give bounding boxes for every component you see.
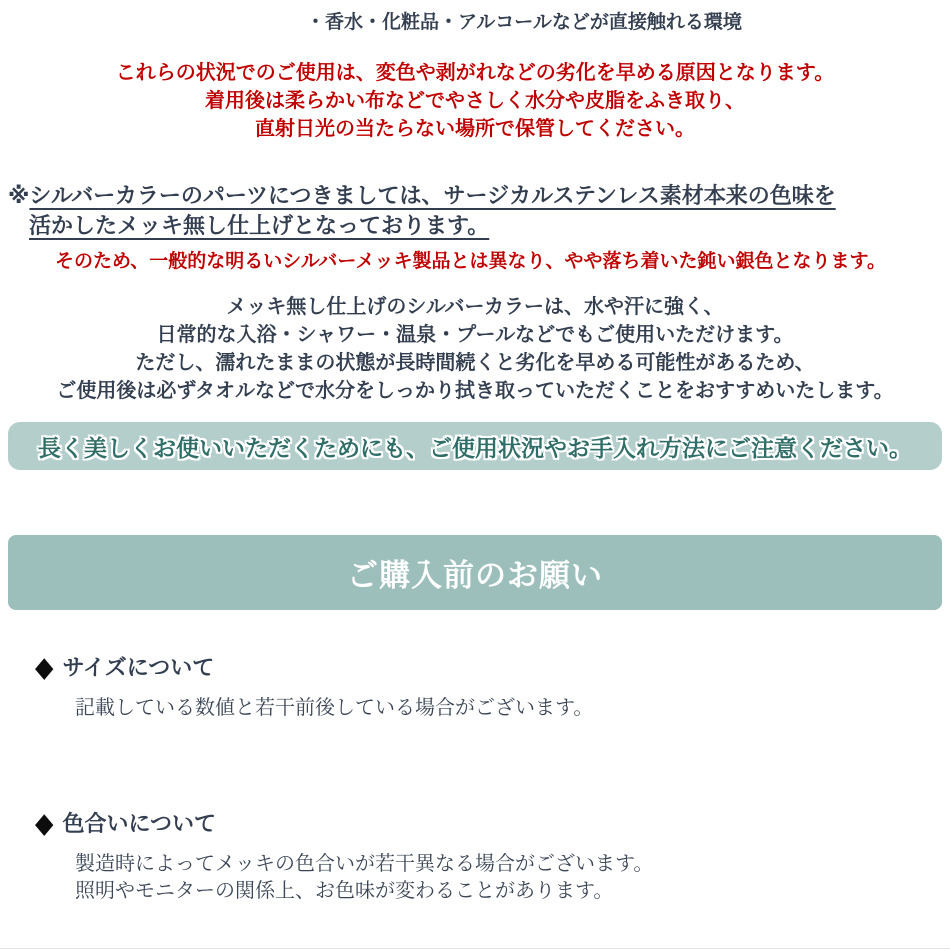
silver-color-red-note: そのため、一般的な明るいシルバーメッキ製品とは異なり、やや落ち着いた鈍い銀色となります。 xyxy=(55,251,886,272)
size-section-line: 記載している数値と若干前後している場合がございます。 xyxy=(75,697,594,719)
care-warning-block xyxy=(0,59,950,143)
color-section-heading xyxy=(0,807,950,840)
water-resistance-line: ただし、濡れたままの状態が長時間続くと劣化を早める可能性があるため、 xyxy=(135,352,815,374)
care-warning-line: 着用後は柔らかい布などでやさしく水分や皮脂をふき取り、 xyxy=(205,90,745,112)
size-section-heading xyxy=(0,651,950,684)
silver-note-underlined-text: 活かしたメッキ無し仕上げとなっております。 xyxy=(29,213,490,238)
color-section-title: 色合いについて xyxy=(62,811,217,836)
care-notice-banner xyxy=(8,422,942,470)
water-resistance-block xyxy=(0,293,950,405)
diamond-icon: ◆ xyxy=(35,807,54,840)
color-section-line: 照明やモニターの関係上、お色味が変わることがあります。 xyxy=(75,880,614,902)
silver-note-underlined-text: シルバーカラーのパーツにつきましては、サージカルステンレス素材本来の色味を xyxy=(29,183,836,208)
size-section-title: サイズについて xyxy=(62,655,215,680)
water-resistance-line: 日常的な入浴・シャワー・温泉・プールなどでもご使用いただけます。 xyxy=(156,324,794,346)
color-section-body xyxy=(0,851,950,905)
env-condition-line: ・香水・化粧品・アルコールなどが直接触れる環境 xyxy=(306,12,742,33)
care-notice-banner-text: 長く美しくお使いいただくためにも、ご使用状況やお手入れ方法にご注意ください。 xyxy=(38,434,912,461)
note-marker: ※ xyxy=(8,183,30,208)
silver-note-line xyxy=(8,211,950,241)
water-resistance-line: メッキ無し仕上げのシルバーカラーは、水や汗に強く、 xyxy=(226,296,724,318)
care-warning-line: 直射日光の当たらない場所で保管してください。 xyxy=(255,118,695,140)
care-warning-line: これらの状況でのご使用は、変色や剥がれなどの劣化を早める原因となります。 xyxy=(115,62,835,84)
water-resistance-line: ご使用後は必ずタオルなどで水分をしっかり拭き取っていただくことをおすすめいたします。 xyxy=(56,380,894,402)
pre-purchase-header-text: ご購入前のお願い xyxy=(347,558,603,593)
size-section-body xyxy=(0,695,950,722)
silver-color-note xyxy=(0,181,950,241)
bottom-divider xyxy=(0,948,950,949)
color-section-line: 製造時によってメッキの色合いが若干異なる場合がございます。 xyxy=(75,853,654,875)
diamond-icon: ◆ xyxy=(35,651,54,684)
silver-note-line xyxy=(8,181,950,211)
pre-purchase-section-header xyxy=(8,535,942,610)
